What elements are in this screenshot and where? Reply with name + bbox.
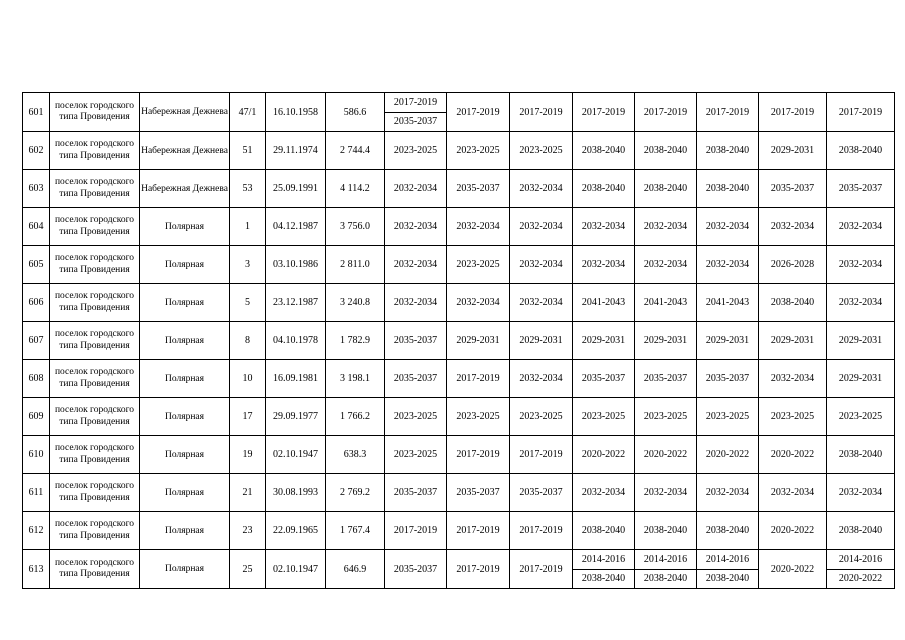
locality-cell: поселок городского типа Провидения	[50, 93, 140, 132]
row-number-cell: 613	[23, 550, 50, 589]
repair-period-cell: 2020-2022	[573, 436, 635, 474]
locality-cell: поселок городского типа Провидения	[50, 360, 140, 398]
repair-period-cell: 2035-2037	[573, 360, 635, 398]
area-cell: 1 766.2	[326, 398, 385, 436]
repair-period-cell: 2017-2019	[573, 93, 635, 132]
repair-period-cell: 2017-2019	[635, 93, 697, 132]
repair-period-subvalue: 2038-2040	[635, 569, 696, 589]
locality-cell: поселок городского типа Провидения	[50, 322, 140, 360]
repair-period-cell: 2035-2037	[447, 474, 510, 512]
table-row	[23, 246, 895, 284]
street-cell: Полярная	[140, 322, 230, 360]
repair-period-cell: 2032-2034	[510, 208, 573, 246]
row-number-cell: 612	[23, 512, 50, 550]
repair-period-cell: 2038-2040	[827, 436, 895, 474]
repair-period-cell: 2017-2019	[447, 512, 510, 550]
repair-period-cell: 2032-2034	[510, 284, 573, 322]
repair-period-cell: 2032-2034	[759, 360, 827, 398]
table-row	[23, 284, 895, 322]
repair-period-cell: 2017-2019	[385, 512, 447, 550]
house-number-cell: 53	[230, 170, 266, 208]
house-number-cell: 51	[230, 132, 266, 170]
repair-period-cell: 2023-2025	[385, 132, 447, 170]
repair-period-cell: 2041-2043	[697, 284, 759, 322]
row-number-cell: 608	[23, 360, 50, 398]
repair-period-cell: 2020-2022	[635, 436, 697, 474]
repair-period-cell: 2017-2019	[447, 436, 510, 474]
house-number-cell: 5	[230, 284, 266, 322]
repair-period-cell: 2041-2043	[635, 284, 697, 322]
area-cell: 1 767.4	[326, 512, 385, 550]
area-cell: 586.6	[326, 93, 385, 132]
table-row	[23, 550, 895, 589]
repair-period-cell: 2035-2037	[385, 360, 447, 398]
commission-date-cell: 23.12.1987	[266, 284, 326, 322]
table-row	[23, 93, 895, 132]
street-cell: Полярная	[140, 512, 230, 550]
repair-period-subvalue: 2014-2016	[838, 553, 883, 565]
repair-period-cell: 2038-2040	[573, 132, 635, 170]
house-number-cell: 19	[230, 436, 266, 474]
repair-period-cell: 2038-2040	[697, 170, 759, 208]
row-number-cell: 611	[23, 474, 50, 512]
repair-period-cell: 2020-2022	[759, 512, 827, 550]
repair-period-cell: 2032-2034	[573, 246, 635, 284]
repair-period-cell: 2023-2025	[510, 398, 573, 436]
repair-period-cell: 2032-2034	[827, 474, 895, 512]
locality-cell: поселок городского типа Провидения	[50, 132, 140, 170]
repair-period-cell: 2035-2037	[827, 170, 895, 208]
row-number-cell: 607	[23, 322, 50, 360]
street-cell: Полярная	[140, 436, 230, 474]
commission-date-cell: 29.09.1977	[266, 398, 326, 436]
locality-cell: поселок городского типа Провидения	[50, 246, 140, 284]
repair-period-cell: 2017-2019	[510, 550, 573, 589]
repair-period-cell: 2023-2025	[447, 132, 510, 170]
house-number-cell: 47/1	[230, 93, 266, 132]
repair-period-cell: 2029-2031	[510, 322, 573, 360]
repair-period-cell: 2038-2040	[759, 284, 827, 322]
repair-period-cell: 2038-2040	[573, 170, 635, 208]
repair-period-cell: 2038-2040	[827, 512, 895, 550]
repair-period-cell: 2032-2034	[697, 208, 759, 246]
repair-period-subvalue: 2038-2040	[573, 569, 634, 589]
repair-period-cell: 2032-2034	[510, 360, 573, 398]
commission-date-cell: 25.09.1991	[266, 170, 326, 208]
repair-period-subvalue: 2038-2040	[697, 569, 758, 589]
repair-period-cell: 2035-2037	[510, 474, 573, 512]
house-number-cell: 1	[230, 208, 266, 246]
repair-period-cell: 2038-2040	[827, 132, 895, 170]
repair-period-cell: 2032-2034	[827, 284, 895, 322]
repair-period-cell: 2020-2022	[697, 436, 759, 474]
repair-period-cell: 2023-2025	[447, 398, 510, 436]
repair-period-cell: 2032-2034	[510, 170, 573, 208]
locality-cell: поселок городского типа Провидения	[50, 436, 140, 474]
repair-period-split-cell	[697, 550, 759, 589]
house-number-cell: 21	[230, 474, 266, 512]
repair-period-subvalue: 2020-2022	[827, 569, 894, 589]
area-cell: 2 811.0	[326, 246, 385, 284]
repair-period-cell: 2023-2025	[385, 436, 447, 474]
repair-period-split-cell	[573, 550, 635, 589]
repair-period-cell: 2032-2034	[447, 208, 510, 246]
street-cell: Полярная	[140, 360, 230, 398]
street-cell: Полярная	[140, 246, 230, 284]
repair-period-cell: 2017-2019	[759, 93, 827, 132]
area-cell: 638.3	[326, 436, 385, 474]
locality-cell: поселок городского типа Провидения	[50, 170, 140, 208]
repair-period-cell: 2023-2025	[385, 398, 447, 436]
repair-period-split-cell	[827, 550, 895, 589]
repair-period-cell: 2017-2019	[510, 436, 573, 474]
repair-period-subvalue: 2017-2019	[393, 96, 438, 108]
commission-date-cell: 30.08.1993	[266, 474, 326, 512]
repair-period-cell: 2035-2037	[385, 474, 447, 512]
area-cell: 3 240.8	[326, 284, 385, 322]
repair-period-cell: 2023-2025	[635, 398, 697, 436]
commission-date-cell: 02.10.1947	[266, 550, 326, 589]
area-cell: 3 198.1	[326, 360, 385, 398]
row-number-cell: 610	[23, 436, 50, 474]
repair-period-cell: 2041-2043	[573, 284, 635, 322]
repair-period-cell: 2032-2034	[573, 208, 635, 246]
table-row	[23, 474, 895, 512]
repair-period-cell: 2017-2019	[447, 550, 510, 589]
repair-period-subvalue: 2014-2016	[581, 553, 626, 565]
table-row	[23, 398, 895, 436]
row-number-cell: 603	[23, 170, 50, 208]
street-cell: Полярная	[140, 550, 230, 589]
repair-period-cell: 2032-2034	[510, 246, 573, 284]
repair-period-cell: 2032-2034	[827, 246, 895, 284]
repair-period-cell: 2032-2034	[385, 208, 447, 246]
table-row	[23, 360, 895, 398]
repair-period-cell: 2038-2040	[697, 132, 759, 170]
row-number-cell: 604	[23, 208, 50, 246]
repair-period-cell: 2032-2034	[759, 208, 827, 246]
repair-period-cell: 2038-2040	[635, 132, 697, 170]
commission-date-cell: 16.10.1958	[266, 93, 326, 132]
housing-repair-schedule-table	[22, 92, 895, 589]
commission-date-cell: 04.10.1978	[266, 322, 326, 360]
repair-period-cell: 2029-2031	[447, 322, 510, 360]
street-cell: Набережная Дежнева	[140, 93, 230, 132]
locality-cell: поселок городского типа Провидения	[50, 550, 140, 589]
repair-period-cell: 2029-2031	[759, 322, 827, 360]
house-number-cell: 23	[230, 512, 266, 550]
repair-period-cell: 2026-2028	[759, 246, 827, 284]
area-cell: 3 756.0	[326, 208, 385, 246]
repair-period-cell: 2029-2031	[759, 132, 827, 170]
repair-period-cell: 2035-2037	[385, 322, 447, 360]
repair-period-cell: 2032-2034	[447, 284, 510, 322]
locality-cell: поселок городского типа Провидения	[50, 512, 140, 550]
repair-period-subvalue: 2014-2016	[705, 553, 750, 565]
area-cell: 1 782.9	[326, 322, 385, 360]
locality-cell: поселок городского типа Провидения	[50, 284, 140, 322]
repair-period-cell: 2032-2034	[827, 208, 895, 246]
repair-period-cell: 2020-2022	[759, 436, 827, 474]
repair-period-cell: 2023-2025	[759, 398, 827, 436]
street-cell: Полярная	[140, 398, 230, 436]
repair-period-cell: 2038-2040	[573, 512, 635, 550]
street-cell: Полярная	[140, 284, 230, 322]
locality-cell: поселок городского типа Провидения	[50, 398, 140, 436]
repair-period-cell: 2017-2019	[447, 360, 510, 398]
row-number-cell: 609	[23, 398, 50, 436]
street-cell: Полярная	[140, 474, 230, 512]
repair-period-cell: 2035-2037	[635, 360, 697, 398]
repair-period-split-cell	[635, 550, 697, 589]
repair-period-cell: 2032-2034	[385, 284, 447, 322]
table-row	[23, 436, 895, 474]
house-number-cell: 3	[230, 246, 266, 284]
area-cell: 4 114.2	[326, 170, 385, 208]
house-number-cell: 8	[230, 322, 266, 360]
repair-period-cell: 2017-2019	[827, 93, 895, 132]
repair-period-subvalue: 2014-2016	[643, 553, 688, 565]
repair-period-cell: 2035-2037	[759, 170, 827, 208]
area-cell: 2 769.2	[326, 474, 385, 512]
repair-period-cell: 2032-2034	[385, 246, 447, 284]
house-number-cell: 10	[230, 360, 266, 398]
table-row	[23, 512, 895, 550]
repair-period-cell: 2020-2022	[759, 550, 827, 589]
repair-period-cell: 2035-2037	[447, 170, 510, 208]
table-row	[23, 322, 895, 360]
row-number-cell: 606	[23, 284, 50, 322]
repair-period-cell: 2023-2025	[510, 132, 573, 170]
repair-period-cell: 2017-2019	[447, 93, 510, 132]
repair-period-cell: 2035-2037	[385, 550, 447, 589]
repair-period-subvalue: 2035-2037	[385, 112, 446, 132]
repair-period-cell: 2032-2034	[759, 474, 827, 512]
repair-period-cell: 2023-2025	[697, 398, 759, 436]
repair-period-cell: 2032-2034	[635, 246, 697, 284]
commission-date-cell: 02.10.1947	[266, 436, 326, 474]
repair-period-cell: 2017-2019	[697, 93, 759, 132]
repair-period-split-cell	[385, 93, 447, 132]
repair-period-cell: 2029-2031	[635, 322, 697, 360]
repair-period-cell: 2023-2025	[447, 246, 510, 284]
table-body	[23, 93, 895, 589]
area-cell: 646.9	[326, 550, 385, 589]
row-number-cell: 601	[23, 93, 50, 132]
commission-date-cell: 29.11.1974	[266, 132, 326, 170]
locality-cell: поселок городского типа Провидения	[50, 474, 140, 512]
street-cell: Набережная Дежнева	[140, 170, 230, 208]
repair-period-cell: 2038-2040	[697, 512, 759, 550]
house-number-cell: 25	[230, 550, 266, 589]
street-cell: Полярная	[140, 208, 230, 246]
repair-period-cell: 2029-2031	[697, 322, 759, 360]
repair-period-cell: 2038-2040	[635, 512, 697, 550]
repair-period-cell: 2038-2040	[635, 170, 697, 208]
repair-period-cell: 2023-2025	[827, 398, 895, 436]
locality-cell: поселок городского типа Провидения	[50, 208, 140, 246]
commission-date-cell: 03.10.1986	[266, 246, 326, 284]
commission-date-cell: 16.09.1981	[266, 360, 326, 398]
repair-period-cell: 2032-2034	[697, 246, 759, 284]
repair-period-cell: 2029-2031	[573, 322, 635, 360]
row-number-cell: 602	[23, 132, 50, 170]
repair-period-cell: 2029-2031	[827, 322, 895, 360]
repair-period-cell: 2032-2034	[385, 170, 447, 208]
table-row	[23, 132, 895, 170]
repair-period-cell: 2032-2034	[635, 474, 697, 512]
house-number-cell: 17	[230, 398, 266, 436]
repair-period-cell: 2032-2034	[697, 474, 759, 512]
repair-period-cell: 2017-2019	[510, 93, 573, 132]
table-row	[23, 170, 895, 208]
commission-date-cell: 22.09.1965	[266, 512, 326, 550]
repair-period-cell: 2023-2025	[573, 398, 635, 436]
repair-period-cell: 2017-2019	[510, 512, 573, 550]
street-cell: Набережная Дежнева	[140, 132, 230, 170]
repair-period-cell: 2032-2034	[573, 474, 635, 512]
repair-period-cell: 2035-2037	[697, 360, 759, 398]
table-row	[23, 208, 895, 246]
commission-date-cell: 04.12.1987	[266, 208, 326, 246]
area-cell: 2 744.4	[326, 132, 385, 170]
row-number-cell: 605	[23, 246, 50, 284]
repair-period-cell: 2029-2031	[827, 360, 895, 398]
repair-period-cell: 2032-2034	[635, 208, 697, 246]
